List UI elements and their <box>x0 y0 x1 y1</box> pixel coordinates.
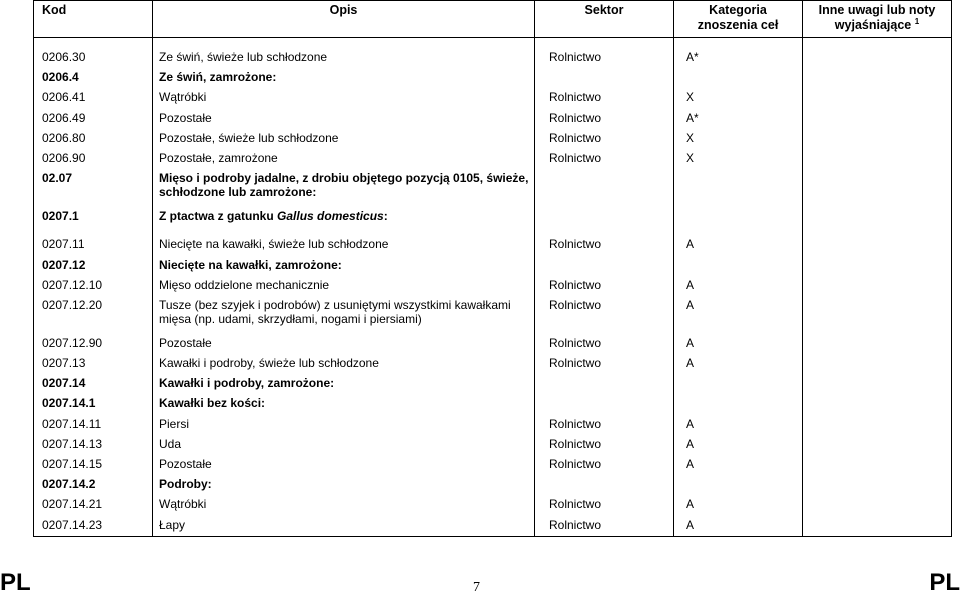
cell-uwagi <box>803 516 952 537</box>
cell-kategoria: A <box>674 334 803 354</box>
cell-uwagi <box>803 256 952 276</box>
cell-kod: 0207.14.1 <box>34 394 153 414</box>
cell-kod: 0206.90 <box>34 149 153 169</box>
table-row <box>34 415 952 435</box>
cell-sektor: Rolnictwo <box>535 109 674 129</box>
table-body <box>34 48 952 536</box>
cell-sektor: Rolnictwo <box>535 334 674 354</box>
table-row <box>34 235 952 255</box>
cell-opis: Pozostałe <box>153 334 535 354</box>
cell-kod: 0207.14.11 <box>34 415 153 435</box>
cell-kod: 0206.41 <box>34 88 153 108</box>
cell-kategoria <box>674 374 803 394</box>
table-row <box>34 495 952 515</box>
cell-sektor <box>535 374 674 394</box>
header-kod: Kod <box>34 1 153 38</box>
opis-suffix: : <box>383 209 388 224</box>
cell-uwagi <box>803 334 952 354</box>
table-row <box>34 516 952 537</box>
cell-uwagi <box>803 455 952 475</box>
cell-sektor <box>535 394 674 414</box>
cell-kategoria: X <box>674 129 803 149</box>
cell-uwagi <box>803 415 952 435</box>
cell-uwagi <box>803 169 952 207</box>
cell-opis: Podroby: <box>153 475 535 495</box>
cell-sektor: Rolnictwo <box>535 435 674 455</box>
opis-text: Z ptactwa z gatunku <box>159 209 278 224</box>
cell-kod: 02.07 <box>34 169 153 207</box>
cell-sektor: Rolnictwo <box>535 149 674 169</box>
cell-kategoria <box>674 68 803 88</box>
cell-kod: 0207.14.13 <box>34 435 153 455</box>
table-row <box>34 48 952 68</box>
cell-kategoria <box>674 169 803 207</box>
cell-kod: 0207.14.15 <box>34 455 153 475</box>
cell-sektor: Rolnictwo <box>535 48 674 68</box>
cell-kategoria <box>674 394 803 414</box>
table-row <box>34 256 952 276</box>
cell-kod: 0206.4 <box>34 68 153 88</box>
table-row <box>34 109 952 129</box>
cell-uwagi <box>803 235 952 255</box>
table-row <box>34 374 952 394</box>
cell-sektor: Rolnictwo <box>535 495 674 515</box>
cell-sektor <box>535 68 674 88</box>
header-inne-line2: wyjaśniające <box>834 18 912 32</box>
header-kategoria-line2: znoszenia ceł <box>697 18 779 32</box>
table-row <box>34 296 952 334</box>
cell-kategoria: A <box>674 455 803 475</box>
cell-opis: Ze świń, świeże lub schłodzone <box>153 48 535 68</box>
cell-kategoria: X <box>674 149 803 169</box>
footer-language-right: PL <box>929 569 960 596</box>
cell-kategoria <box>674 256 803 276</box>
cell-kod: 0207.11 <box>34 235 153 255</box>
cell-uwagi <box>803 276 952 296</box>
cell-uwagi <box>803 475 952 495</box>
cell-opis: Pozostałe <box>153 455 535 475</box>
header-opis: Opis <box>153 1 535 38</box>
cell-opis: Ze świń, zamrożone: <box>153 68 535 88</box>
cell-kategoria <box>674 207 803 235</box>
table-row <box>34 129 952 149</box>
cell-kategoria <box>674 475 803 495</box>
cell-uwagi <box>803 88 952 108</box>
cell-uwagi <box>803 109 952 129</box>
cell-opis: Niecięte na kawałki, zamrożone: <box>153 256 535 276</box>
table-row <box>34 68 952 88</box>
cell-opis: Pozostałe, zamrożone <box>153 149 535 169</box>
cell-opis: Tusze (bez szyjek i podrobów) z usuniętymi wszystkimi kawałkami mięsa (np. udami, skrzydłami, nogami i piersiami) <box>153 296 535 334</box>
cell-uwagi <box>803 129 952 149</box>
cell-kod: 0207.12 <box>34 256 153 276</box>
cell-kod: 0207.12.20 <box>34 296 153 334</box>
cell-sektor: Rolnictwo <box>535 296 674 334</box>
footer-language-left: PL <box>0 569 31 596</box>
cell-kod: 0207.14.2 <box>34 475 153 495</box>
cell-opis: Mięso i podroby jadalne, z drobiu objętego pozycją 0105, świeże, schłodzone lub zamrożone: <box>153 169 535 207</box>
cell-kod: 0207.12.90 <box>34 334 153 354</box>
table-row <box>34 169 952 207</box>
cell-kategoria: A* <box>674 48 803 68</box>
cell-kategoria: A <box>674 276 803 296</box>
table-row <box>34 88 952 108</box>
cell-uwagi <box>803 374 952 394</box>
opis-species-name: Gallus domesticus <box>277 209 384 224</box>
cell-opis: Mięso oddzielone mechanicznie <box>153 276 535 296</box>
cell-opis: Wątróbki <box>153 495 535 515</box>
table-row <box>34 207 952 235</box>
cell-sektor: Rolnictwo <box>535 276 674 296</box>
cell-opis: Piersi <box>153 415 535 435</box>
cell-sektor: Rolnictwo <box>535 354 674 374</box>
cell-kod: 0207.13 <box>34 354 153 374</box>
cell-kod: 0207.1 <box>34 207 153 235</box>
cell-uwagi <box>803 149 952 169</box>
cell-kategoria: X <box>674 88 803 108</box>
cell-kod: 0207.14.23 <box>34 516 153 537</box>
cell-opis: Uda <box>153 435 535 455</box>
cell-opis: Kawałki bez kości: <box>153 394 535 414</box>
cell-sektor: Rolnictwo <box>535 455 674 475</box>
cell-uwagi <box>803 296 952 334</box>
cell-uwagi <box>803 354 952 374</box>
cell-sektor: Rolnictwo <box>535 415 674 435</box>
table-row <box>34 455 952 475</box>
cell-kod: 0207.12.10 <box>34 276 153 296</box>
cell-sektor <box>535 207 674 235</box>
cell-kategoria: A <box>674 415 803 435</box>
cell-opis: Niecięte na kawałki, świeże lub schłodzone <box>153 235 535 255</box>
table-row <box>34 394 952 414</box>
cell-kod: 0207.14 <box>34 374 153 394</box>
cell-opis <box>153 207 535 235</box>
cell-kod: 0207.14.21 <box>34 495 153 515</box>
cell-uwagi <box>803 48 952 68</box>
cell-opis: Pozostałe <box>153 109 535 129</box>
cell-kategoria: A <box>674 435 803 455</box>
header-kategoria <box>674 1 803 38</box>
cell-kod: 0206.30 <box>34 48 153 68</box>
cell-uwagi <box>803 495 952 515</box>
cell-kategoria: A* <box>674 109 803 129</box>
cell-kategoria: A <box>674 235 803 255</box>
table-row <box>34 354 952 374</box>
table-row <box>34 334 952 354</box>
cell-sektor: Rolnictwo <box>535 235 674 255</box>
footnote-marker: 1 <box>914 16 920 26</box>
cell-uwagi <box>803 394 952 414</box>
cell-kod: 0206.49 <box>34 109 153 129</box>
cell-uwagi <box>803 207 952 235</box>
page-number: 7 <box>473 580 480 595</box>
cell-sektor: Rolnictwo <box>535 88 674 108</box>
cell-sektor: Rolnictwo <box>535 516 674 537</box>
table-header <box>34 1 952 49</box>
cell-opis: Kawałki i podroby, zamrożone: <box>153 374 535 394</box>
cell-sektor <box>535 475 674 495</box>
header-inne-line1: Inne uwagi lub noty <box>818 3 936 17</box>
cell-kategoria: A <box>674 495 803 515</box>
cell-kategoria: A <box>674 296 803 334</box>
cell-kod: 0206.80 <box>34 129 153 149</box>
cell-opis: Łapy <box>153 516 535 537</box>
header-kategoria-line1: Kategoria <box>709 3 767 17</box>
cell-kategoria: A <box>674 516 803 537</box>
cell-uwagi <box>803 68 952 88</box>
cell-uwagi <box>803 435 952 455</box>
cell-opis: Wątróbki <box>153 88 535 108</box>
table-row <box>34 149 952 169</box>
cell-sektor: Rolnictwo <box>535 129 674 149</box>
table-row <box>34 435 952 455</box>
cell-kategoria: A <box>674 354 803 374</box>
cell-opis: Pozostałe, świeże lub schłodzone <box>153 129 535 149</box>
table-row <box>34 475 952 495</box>
header-sektor: Sektor <box>535 1 674 38</box>
cell-sektor <box>535 256 674 276</box>
header-inne-uwagi <box>803 1 952 38</box>
cell-sektor <box>535 169 674 207</box>
tariff-table <box>33 0 952 537</box>
table-row <box>34 276 952 296</box>
cell-opis: Kawałki i podroby, świeże lub schłodzone <box>153 354 535 374</box>
